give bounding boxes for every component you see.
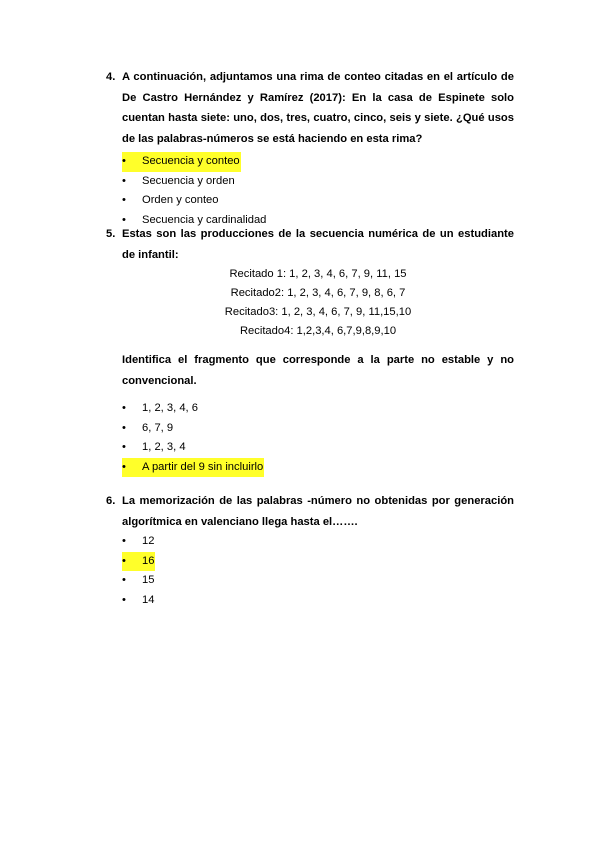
question-prompt: Identifica el fragmento que corresponde a la parte no estable y no convencional.: [122, 354, 514, 387]
question-5: [106, 224, 514, 477]
list-item: [122, 191, 514, 211]
recital-line: Recitado3: 1, 2, 3, 4, 6, 7, 9, 11,15,10: [224, 306, 412, 318]
bullet-icon: •: [122, 554, 126, 567]
bullet-icon: •: [122, 174, 126, 187]
list-item: [122, 458, 514, 478]
bullet-icon: •: [122, 574, 126, 586]
question-text: Estas son las producciones de la secuencia numérica de un estudiante de infantil:: [122, 228, 514, 261]
list-item: [122, 552, 514, 572]
list-item: [122, 532, 514, 552]
bullet-icon: •: [122, 155, 126, 167]
option-label: 1, 2, 3, 4, 6: [142, 402, 198, 414]
option-label: 16: [142, 554, 155, 567]
option-list: [122, 152, 514, 230]
bullet-icon: •: [122, 593, 126, 606]
option-label: 15: [142, 574, 155, 586]
option-label: Secuencia y conteo: [142, 155, 240, 167]
question-4: [106, 67, 514, 230]
question-text: A continuación, adjuntamos una rima de conteo citadas en el artículo de De Castro Hernández y Ramírez (2017): En la casa de Espinete solo cuentan hasta siete: uno, dos, tres, cuatro, cinco, seis y siete. ¿Qué usos de las palabras-números se está haciendo en esta rima?: [122, 71, 514, 145]
recital-line: Recitado2: 1, 2, 3, 4, 6, 7, 9, 8, 6, 7: [230, 287, 406, 299]
list-item: [122, 399, 514, 419]
question-number: 5.: [106, 228, 116, 240]
bullet-icon: •: [122, 460, 126, 473]
option-label: Secuencia y cardinalidad: [142, 213, 267, 226]
question-6: [106, 491, 514, 610]
option-label: A partir del 9 sin incluirlo: [142, 460, 264, 473]
bullet-icon: •: [122, 535, 126, 547]
question-text: La memorización de las palabras -número no obtenidas por generación algorítmica en valenciano llega hasta el…….: [122, 495, 514, 528]
list-item: [122, 438, 514, 458]
question-number: 6.: [106, 495, 116, 507]
list-item: [122, 419, 514, 439]
option-label: 14: [142, 593, 155, 606]
list-item: [122, 571, 514, 591]
question-number: 4.: [106, 71, 116, 83]
list-item: [122, 172, 514, 192]
recitals-block: [122, 265, 514, 341]
list-item: [122, 152, 514, 172]
bullet-icon: •: [122, 213, 126, 226]
list-item: [122, 591, 514, 611]
bullet-icon: •: [122, 421, 126, 434]
bullet-icon: •: [122, 194, 126, 206]
bullet-icon: •: [122, 402, 126, 414]
option-list: [122, 399, 514, 477]
bullet-icon: •: [122, 441, 126, 453]
recital-line: Recitado 1: 1, 2, 3, 4, 6, 7, 9, 11, 15: [229, 268, 407, 280]
recital-line: Recitado4: 1,2,3,4, 6,7,9,8,9,10: [239, 325, 397, 337]
option-label: 6, 7, 9: [142, 421, 174, 434]
option-list: [122, 532, 514, 610]
option-label: Orden y conteo: [142, 194, 219, 206]
option-label: 1, 2, 3, 4: [142, 441, 186, 453]
option-label: 12: [142, 535, 155, 547]
option-label: Secuencia y orden: [142, 174, 235, 187]
